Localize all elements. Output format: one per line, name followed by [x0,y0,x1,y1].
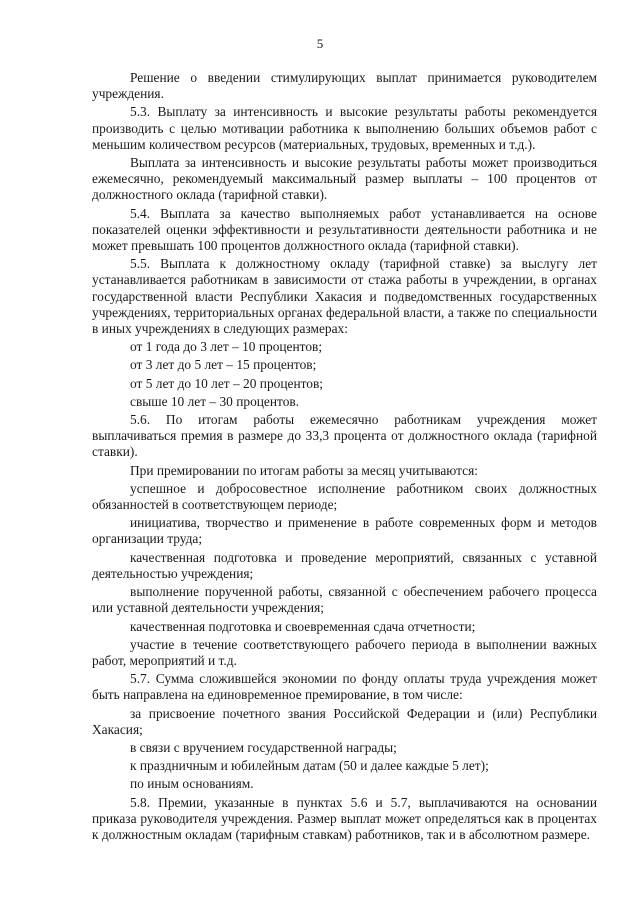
paragraph: Решение о введении стимулирующих выплат принимается руководителем учреждения. [92,70,597,102]
paragraph: выполнение порученной работы, связанной с обеспечением рабочего процесса или уставной деятельности учреждения; [92,584,597,616]
list-item: от 5 лет до 10 лет – 20 процентов; [130,375,324,391]
paragraph: в связи с вручением государственной награды; [130,739,397,755]
paragraph: участие в течение соответствующего рабочего периода в выполнении важных работ, мероприятий и т.д. [92,636,597,668]
paragraph: качественная подготовка и своевременная сдача отчетности; [130,618,476,634]
document-body [92,70,597,845]
list-item: от 1 года до 3 лет – 10 процентов; [130,339,323,355]
paragraph: инициатива, творчество и применение в работе современных форм и методов организации труда; [92,515,597,547]
paragraph: 5.7. Сумма сложившейся экономии по фонду оплаты труда учреждения может быть направлена на единовременное премирование, в том числе: [92,671,597,703]
paragraph: 5.8. Премии, указанные в пунктах 5.6 и 5.7, выплачиваются на основании приказа руководителя учреждения. Размер выплат может определяться как в процентах к должностным окладам (тарифным ставкам) работников, так и в абсолютном размере. [92,794,597,842]
page-number: 5 [316,36,324,51]
list-item: от 3 лет до 5 лет – 15 процентов; [130,357,317,373]
paragraph: 5.4. Выплата за качество выполняемых работ устанавливается на основе показателей оценки эффективности и результативности деятельности работника и не может превышать 100 процентов должностного оклада (тарифной ставки). [92,205,597,254]
paragraph: по иным основаниям. [130,776,254,792]
paragraph: к праздничным и юбилейным датам (50 и далее каждые 5 лет); [130,758,489,774]
paragraph: успешное и добросовестное исполнение работником своих должностных обязанностей в соответствующем периоде; [92,480,597,513]
list-item: свыше 10 лет – 30 процентов. [130,393,300,409]
paragraph: качественная подготовка и проведение мероприятий, связанных с уставной деятельностью учреждения; [92,549,597,581]
paragraph: 5.3. Выплату за интенсивность и высокие результаты работы рекомендуется производить с целью мотивации работника к выполнению больших объемов работ с меньшим количеством ресурсов (материальных, трудовых, временных и т.д.). [92,104,597,152]
paragraph: за присвоение почетного звания Российской Федерации и (или) Республики Хакасия; [92,705,597,737]
paragraph: Выплата за интенсивность и высокие результаты работы может производиться ежемесячно, рекомендуемый максимальный размер выплаты – 100 процентов от должностного оклада (тарифной ставки). [92,155,597,203]
paragraph: 5.5. Выплата к должностному окладу (тарифной ставке) за выслугу лет устанавливается работникам в зависимости от стажа работы в учреждении, в органах государственной власти Республики Хакасия и подведомственных государственных учреждениях, территориальных органах федеральной власти, а также по специальности в иных учреждениях в следующих размерах: [92,256,597,337]
paragraph: При премировании по итогам работы за месяц учитываются: [130,462,478,478]
paragraph: 5.6. По итогам работы ежемесячно работникам учреждения может выплачиваться премия в размере до 33,3 процента от должностного оклада (тарифной ставки). [92,412,597,460]
